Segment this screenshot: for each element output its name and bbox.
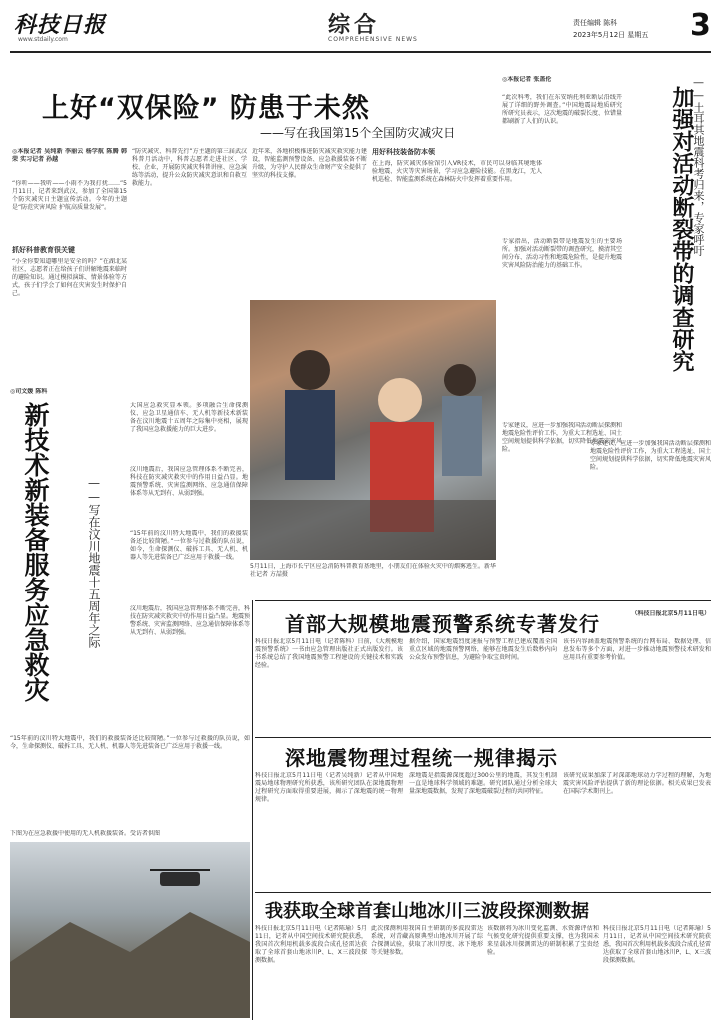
divider xyxy=(255,737,711,738)
article-title: 深地震物理过程统一规律揭示 xyxy=(285,746,558,770)
photo-figures-icon xyxy=(250,300,496,560)
article-paragraph: 专家建议，应进一步加强我国活动断层探测和地震危险性评价工作，为重大工程选址、国土空间规划提供科学依据，切实降低地震灾害风险。 xyxy=(502,422,622,453)
date-line: 2023年5月12日 星期五 xyxy=(573,31,649,39)
section-heading: 抓好科普教育很关键 xyxy=(12,246,75,254)
article-subtitle: ——写在汶川地震十五周年之际 xyxy=(87,476,101,648)
divider xyxy=(255,892,711,893)
article-title: 加强对活动断裂带的调查研究 xyxy=(669,86,694,372)
article-paragraph: “此次科考，我们在东安纳托利亚断层沿线开展了详细的野外调查。”中国地震局地质研究所研究员表示，这次地震的破裂长度、位错量都刷新了人们的认识。 xyxy=(502,94,622,125)
masthead-rule xyxy=(10,51,711,53)
rescue-photo xyxy=(10,842,250,1018)
article-paragraph: 科技日报北京5月11日电（记者陈瑜）5月11日，记者从中国空间技术研究院获悉，我国首次利用机载多波段合成孔径雷达获取了全球首套山地冰川P、L、X三波段探测数据。 xyxy=(603,925,711,964)
section-heading: 用好科技装备防本领 xyxy=(372,148,435,156)
editor-line: 责任编辑 陈科 xyxy=(573,19,618,27)
article-paragraph: 近年来，各地积极推进防灾减灾救灾能力建设，智能监测预警设备、应急救援装备不断升级，为守护人民群众生命财产安全提供了坚实的科技支撑。 xyxy=(252,148,367,179)
article-paragraph: 科技日报北京5月11日电（记者陈科）日前，《大规模地震预警系统》一书由应急管理出版社正式出版发行。该书系统总结了我国地震预警工程建设的关键技术和实践经验。 xyxy=(255,638,403,669)
article-paragraph: 大国应急救灾显本领。多项融合生命探测仪、应急卫星通信车、无人机等新技术新装备在汶川地震十五周年之际集中亮相，展现了我国应急救援能力的巨大进步。 xyxy=(130,402,248,433)
column-divider xyxy=(252,600,253,1020)
article-paragraph: 科技日报北京5月11日电（记者陈瑜）5月11日，记者从中国空间技术研究院获悉，我国首次利用机载多波段合成孔径雷达获取了全球首套山地冰川P、L、X三波段探测数据。 xyxy=(255,925,367,964)
article-paragraph: 该数据将为冰川变化监测、水资源评估和气候变化研究提供重要支撑，也为我国未来星载冰川探测雷达的研制积累了宝贵经验。 xyxy=(487,925,599,956)
article-paragraph: 科技日报北京5月11日电（记者吴纯新）记者从中国地震局地球物理研究所获悉，该所研究团队在深地震物理过程研究方面取得重要进展，揭示了深地震的统一物理规律。 xyxy=(255,772,403,803)
dateline-note: （科技日报北京5月11日电） xyxy=(631,610,710,617)
article-paragraph: 专家建议，应进一步加强我国活动断层探测和地震危险性评价工作，为重大工程选址、国土空间规划提供科学依据，切实降低地震灾害风险。 xyxy=(590,440,711,471)
article-title: 新技术新装备服务应急救灾 xyxy=(21,402,50,702)
article-paragraph: “防灾减灾、科普先行”方主题的第三届武汉科普月活动中，科普志愿者走进社区、学校、企业，开展防灾减灾科普讲座、应急演练等活动，提升公众防灾减灾意识和自救互救能力。 xyxy=(132,148,247,187)
photo-caption: 下图为在应急救援中使用的无人机救援装备。受访者供图 xyxy=(10,830,161,837)
article-paragraph: 据介绍，国家地震烈度速报与预警工程已建成覆盖全国重点区域的地震预警网络，能够在地震发生后数秒内向公众发布预警信息，为避险争取宝贵时间。 xyxy=(409,638,557,661)
article-byline: ◎本报记者 吴纯新 李丽云 杨学航 陈腾 韩荣 实习记者 孙越 xyxy=(12,148,127,163)
article-byline: ◎司文媛 陈科 xyxy=(10,388,48,395)
article-early-warning xyxy=(255,604,711,734)
article-new-tech xyxy=(10,388,250,702)
article-paragraph: 专家指出，活动断裂带是地震发生的主要场所。加强对活动断裂带的调查研究，摸清其空间分布、活动习性和地震危险性，是提升地震灾害风险防治能力的基础工作。 xyxy=(502,238,622,269)
news-photo xyxy=(250,300,496,560)
newspaper-logo: 科技日报 xyxy=(14,12,107,38)
article-title: 我获取全球首套山地冰川三波段探测数据 xyxy=(265,901,589,922)
article-byline: ◎本报记者 张盖伦 xyxy=(502,76,552,83)
article-glacier-data xyxy=(255,895,711,1020)
article-paragraph: 汶川地震后，我国应急管理体系不断完善，科技在防灾减灾救灾中的作用日益凸显。地震预警系统、灾害监测网络、应急通信保障体系等从无到有、从弱到强。 xyxy=(130,466,248,497)
article-paragraph: 该书内容涵盖地震预警系统的台网布局、数据处理、信息发布等多个方面，对进一步推动地震预警技术研发和应用具有重要参考价值。 xyxy=(563,638,711,661)
site-url: www.stdaily.com xyxy=(18,36,68,43)
article-paragraph: “15年前的汶川特大地震中，我们的救援装备还比较简陋。”一位参与过救援的队员说，如今，生命探测仪、破拆工具、无人机、机器人等先进装备已广泛应用于救援一线。 xyxy=(130,530,248,561)
article-paragraph: “你听——我听——小雨不为我打扰……”5月11日，记者来到武汉，参加了全国第15个防灾减灾日主题宣传活动。今年的主题是“防范灾害风险 护航高质量发展”。 xyxy=(12,180,127,211)
section-title-en: COMPREHENSIVE NEWS xyxy=(328,36,418,43)
page-number: 3 xyxy=(690,8,711,43)
article-paragraph: “小全你要知道哪里是安全的吗？”在湖北某社区，志愿者正在给孩子们讲解地震来临时的避险知识。通过模拟演练、情景体验等方式，孩子们学会了如何在灾害发生时保护自己。 xyxy=(12,258,127,297)
article-deep-earthquake xyxy=(255,740,711,890)
article-paragraph: 在上海，防灾减灾体验馆引入VR技术，市民可以身临其境地体验地震、火灾等灾害场景，学习应急避险技能。在黑龙江，无人机巡检、智能监测系统在森林防火中发挥着重要作用。 xyxy=(372,160,542,183)
photo-rescue-icon xyxy=(10,842,250,1018)
article-title: 上好“双保险” 防患于未然 xyxy=(42,93,370,124)
article-subtitle: ——土耳其地震科考归来，专家呼吁 xyxy=(692,76,705,256)
photo-caption: 5月11日，上海市长宁区应急消防科普教育基地里，小朋友们在体验火灾中的烟雾逃生。新华社记者 方喆摄 xyxy=(250,563,496,578)
article-paragraph: “15年前的汶川特大地震中，我们的救援装备还比较简陋。”一位参与过救援的队员说，如今，生命探测仪、破拆工具、无人机、机器人等先进装备已广泛应用于救援一线。 xyxy=(10,735,250,750)
article-subtitle: ——写在我国第15个全国防灾减灾日 xyxy=(260,126,456,140)
divider xyxy=(255,600,711,601)
article-paragraph: 深地震是指震源深度超过300公里的地震，其发生机制一直是地球科学领域的难题。研究团队通过分析全球大量深地震数据，发现了深地震破裂过程的共同特征。 xyxy=(409,772,557,795)
masthead xyxy=(10,8,711,48)
article-title: 首部大规模地震预警系统专著发行 xyxy=(285,612,600,636)
article-paragraph: 该研究成果加深了对深部地球动力学过程的理解，为地震灾害风险评估提供了新的理论依据。相关成果已发表在国际学术期刊上。 xyxy=(563,772,711,795)
article-paragraph: 汶川地震后，我国应急管理体系不断完善，科技在防灾减灾救灾中的作用日益凸显。地震预警系统、灾害监测网络、应急通信保障体系等从无到有、从弱到强。 xyxy=(130,605,250,636)
article-paragraph: 此次探测利用我国自主研制的多波段雷达系统，对青藏高原典型山地冰川开展了综合探测试验，获取了冰川厚度、冰下地形等关键参数。 xyxy=(371,925,483,956)
section-title: 综合 xyxy=(328,13,381,38)
